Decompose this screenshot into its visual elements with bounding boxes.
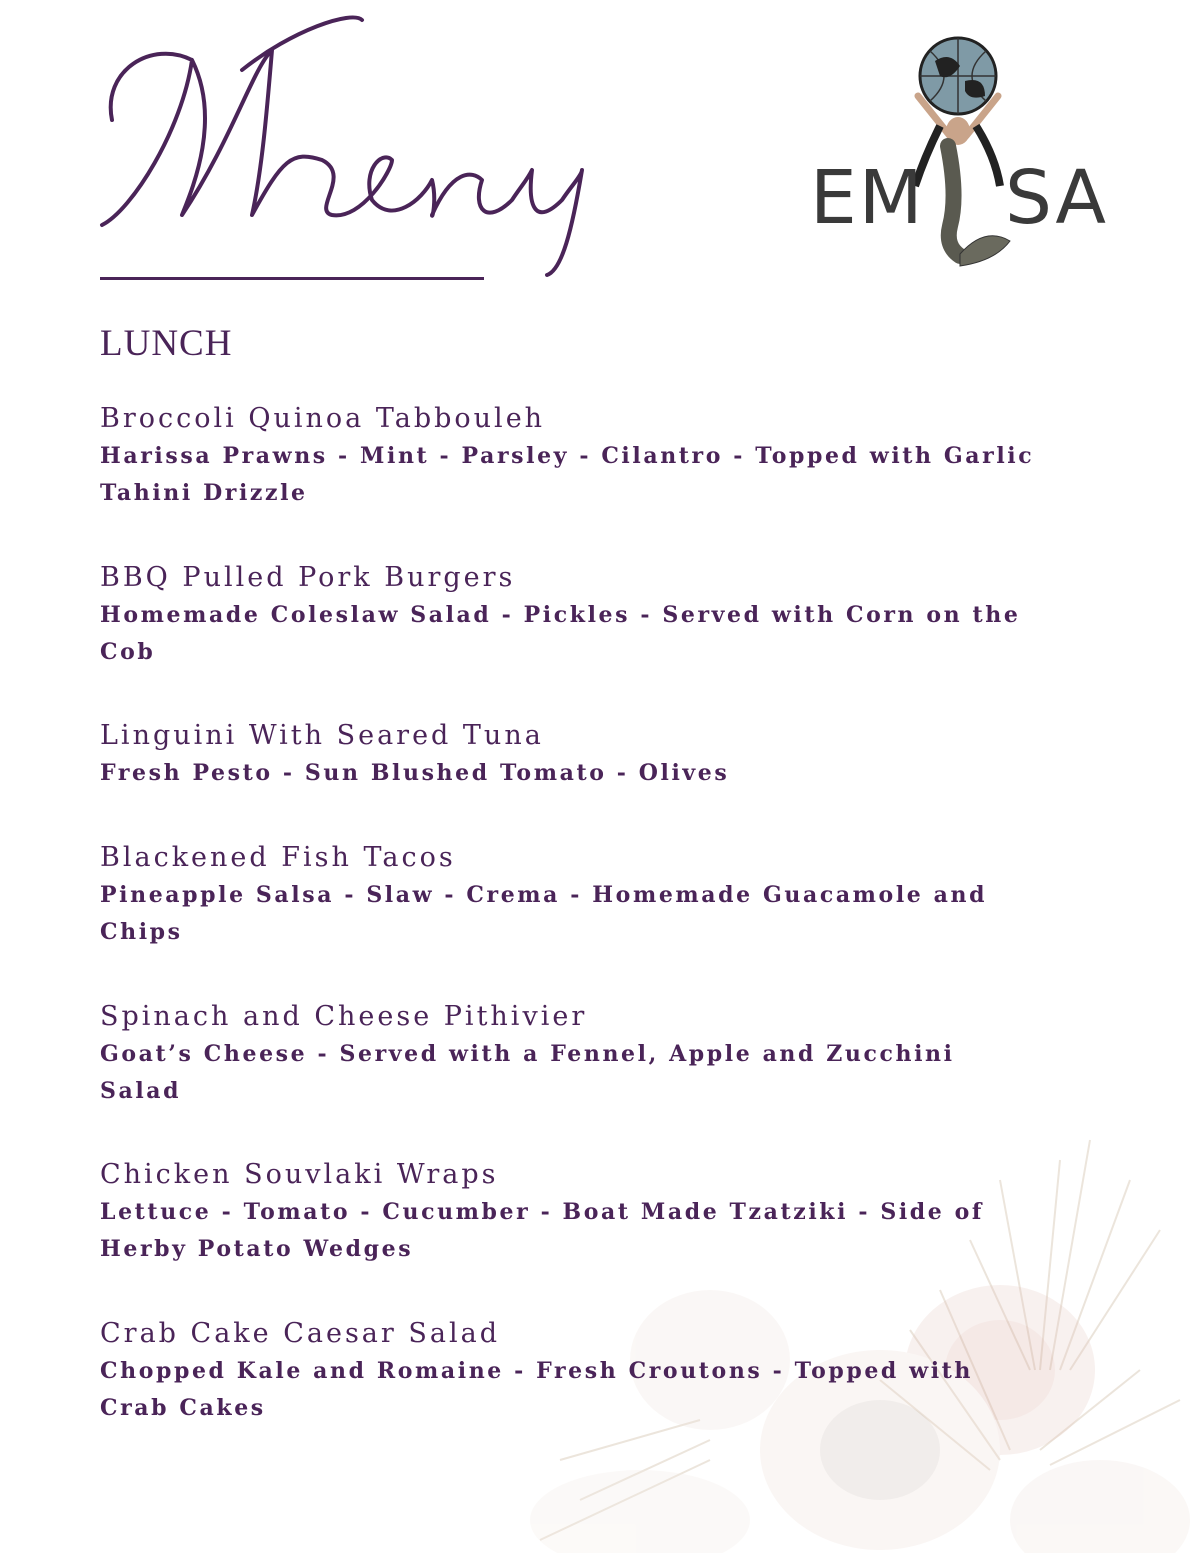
menu-item — [100, 717, 1060, 839]
section-heading: LUNCH — [100, 323, 233, 364]
item-description: Pineapple Salsa - Slaw - Crema - Homemade Guacamole and Chips — [100, 882, 988, 945]
item-description: Chopped Kale and Romaine - Fresh Croutons - Topped with Crab Cakes — [100, 1357, 974, 1421]
item-name: Spinach and Cheese Pithivier — [100, 1000, 588, 1032]
title-divider — [100, 277, 484, 280]
logo-text-left: EM — [810, 155, 925, 241]
item-name: BBQ Pulled Pork Burgers — [100, 561, 516, 593]
item-name: Linguini With Seared Tuna — [100, 720, 544, 751]
menu-items — [100, 400, 1060, 1473]
menu-item — [100, 1315, 1060, 1474]
logo-text-right: SA — [1005, 155, 1108, 241]
menu-item — [100, 1156, 1060, 1315]
item-name: Broccoli Quinoa Tabbouleh — [100, 403, 546, 434]
item-name: Blackened Fish Tacos — [100, 842, 456, 873]
item-name: Chicken Souvlaki Wraps — [100, 1159, 499, 1190]
menu-item — [100, 839, 1060, 998]
item-description: Lettuce - Tomato - Cucumber - Boat Made Tzatziki - Side of Herby Potato Wedges — [100, 1199, 984, 1262]
menu-item — [100, 559, 1060, 718]
item-name: Crab Cake Caesar Salad — [100, 1317, 500, 1349]
menu-item — [100, 400, 1060, 559]
menu-title-script — [92, 10, 612, 280]
item-description: Homemade Coleslaw Salad - Pickles - Served with Corn on the Cob — [100, 601, 1021, 665]
item-description: Harissa Prawns - Mint - Parsley - Cilantro - Topped with Garlic Tahini Drizzle — [100, 443, 1035, 506]
item-description: Goat’s Cheese - Served with a Fennel, Apple and Zucchini Salad — [100, 1040, 955, 1104]
item-description: Fresh Pesto - Sun Blushed Tomato - Olives — [100, 760, 730, 786]
menu-item — [100, 998, 1060, 1157]
emysa-logo — [800, 36, 1120, 276]
